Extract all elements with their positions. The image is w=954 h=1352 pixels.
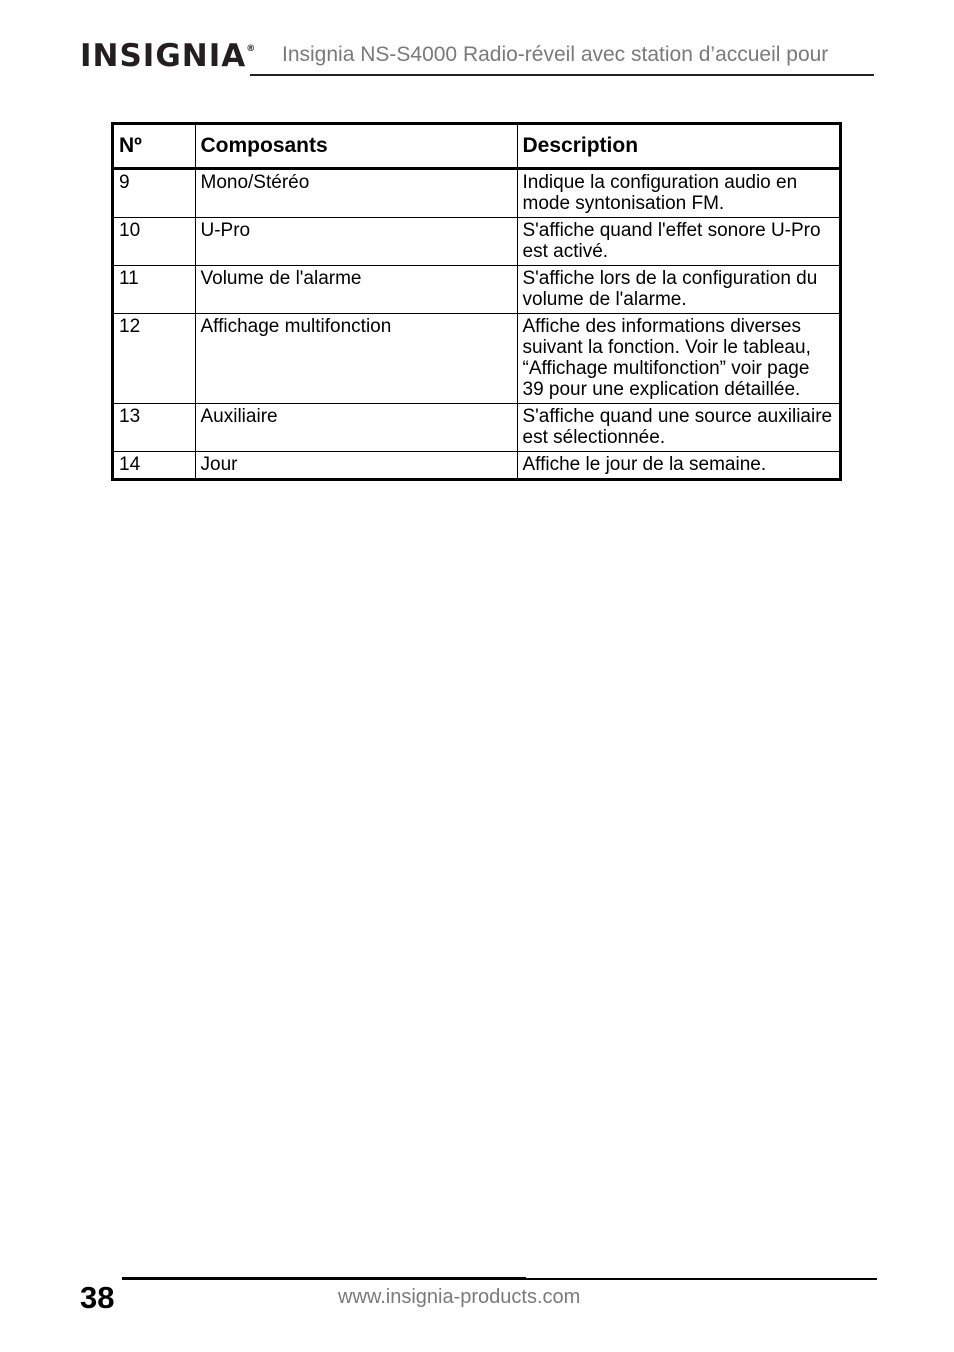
cell-description: Affiche des informations diverses suivant la fonction. Voir le tableau, “Affichage multifonction” voir page 39 pour une explication détaillée. xyxy=(517,314,839,404)
footer-divider-right xyxy=(526,1278,877,1280)
table-row xyxy=(114,266,839,314)
cell-number: 11 xyxy=(114,266,195,314)
cell-component: U-Pro xyxy=(195,218,517,266)
page-header-title: Insignia NS-S4000 Radio-réveil avec station d’accueil pour xyxy=(282,43,829,66)
cell-component: Volume de l'alarme xyxy=(195,266,517,314)
header-divider xyxy=(250,74,874,76)
cell-number: 14 xyxy=(114,452,195,479)
table-header-row xyxy=(114,125,839,169)
footer-divider-left xyxy=(122,1277,526,1280)
cell-description: S'affiche quand l'effet sonore U-Pro est activé. xyxy=(517,218,839,266)
registered-mark: ® xyxy=(246,44,256,54)
cell-number: 12 xyxy=(114,314,195,404)
cell-description: Affiche le jour de la semaine. xyxy=(517,452,839,479)
cell-description: S'affiche quand une source auxiliaire est sélectionnée. xyxy=(517,404,839,452)
table-row xyxy=(114,218,839,266)
cell-description: S'affiche lors de la configuration du volume de l'alarme. xyxy=(517,266,839,314)
cell-component: Jour xyxy=(195,452,517,479)
cell-description: Indique la configuration audio en mode syntonisation FM. xyxy=(522,172,798,214)
column-header-number: Nº xyxy=(114,125,195,169)
page-number: 38 xyxy=(80,1280,115,1315)
table-row xyxy=(114,169,839,218)
cell-number: 9 xyxy=(114,169,195,218)
cell-component: Mono/Stéréo xyxy=(195,169,517,218)
table-row xyxy=(114,404,839,452)
components-table xyxy=(111,122,842,481)
logo-text: INSIGNIA xyxy=(80,38,247,74)
column-header-description: Description xyxy=(517,125,839,169)
cell-number: 10 xyxy=(114,218,195,266)
footer-website: www.insignia-products.com xyxy=(338,1286,581,1308)
cell-component: Auxiliaire xyxy=(195,404,517,452)
cell-number: 13 xyxy=(114,404,195,452)
column-header-components: Composants xyxy=(195,125,517,169)
cell-component: Affichage multifonction xyxy=(195,314,517,404)
insignia-logo xyxy=(80,38,255,74)
table-row xyxy=(114,314,839,404)
table-row xyxy=(114,452,839,479)
